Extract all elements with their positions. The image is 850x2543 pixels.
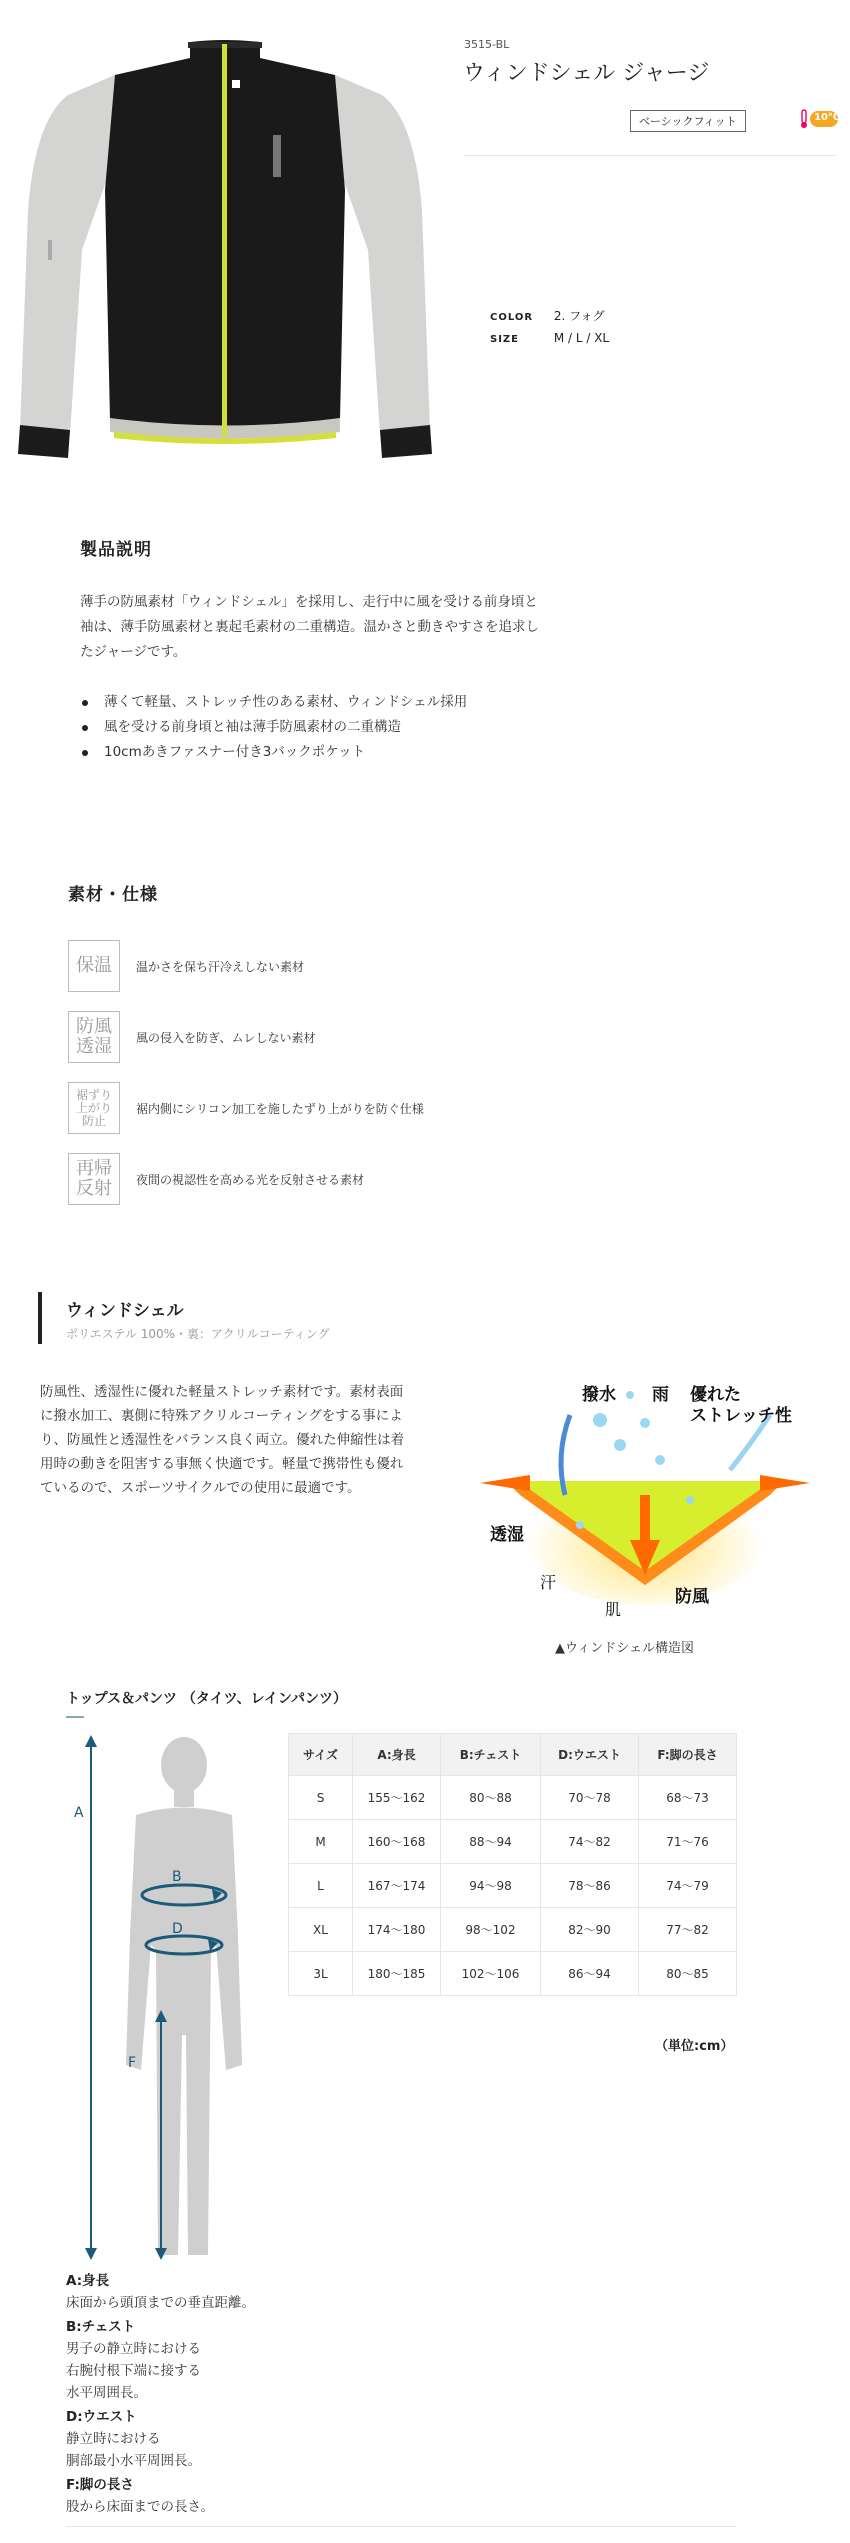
product-image bbox=[10, 40, 440, 470]
materials-title: 素材・仕様 bbox=[68, 885, 158, 905]
table-cell: 3L bbox=[289, 1952, 353, 1996]
legend-head: A:身長 bbox=[66, 2273, 110, 2289]
thermometer-icon bbox=[802, 110, 806, 123]
icon-line: 透湿 bbox=[76, 1036, 112, 1057]
feature-list bbox=[80, 690, 600, 765]
color-row bbox=[490, 307, 605, 324]
table-cell: 174〜180 bbox=[353, 1908, 441, 1952]
legend-head: D:ウエスト bbox=[66, 2409, 137, 2425]
icon-line: 上がり bbox=[75, 1100, 112, 1115]
material-item bbox=[68, 1082, 424, 1134]
icon-line: 再帰 bbox=[76, 1158, 112, 1179]
legend-line: 静立時における bbox=[66, 2431, 161, 2447]
windshell-subtitle: ポリエステル 100%・裏：アクリルコーティング bbox=[66, 1327, 330, 1341]
label-cold-wind: 冷風 bbox=[680, 1458, 713, 1477]
table-cell: 78〜86 bbox=[541, 1864, 639, 1908]
material-text: 温かさを保ち汗冷えしない素材 bbox=[136, 959, 305, 974]
divider bbox=[66, 1716, 84, 1718]
table-cell: 94〜98 bbox=[441, 1864, 541, 1908]
table-cell: 82〜90 bbox=[541, 1908, 639, 1952]
section-bar bbox=[38, 1292, 42, 1344]
windshell-line: に撥水加工、裏側に特殊アクリルコーティングをする事によ bbox=[40, 1408, 403, 1424]
description-line: 薄手の防風素材「ウィンドシェル」を採用し、走行中に風を受ける前身頃と bbox=[80, 594, 538, 610]
anti-slip-icon bbox=[68, 1082, 120, 1134]
material-text: 裾内側にシリコン加工を施したずり上がりを防ぐ仕様 bbox=[136, 1101, 424, 1116]
reflective-icon bbox=[68, 1153, 120, 1205]
windshell-line: り、防風性と透湿性をバランス良く両立。優れた伸縮性は着 bbox=[40, 1432, 405, 1448]
table-header: F:脚の長さ bbox=[639, 1734, 737, 1776]
material-item bbox=[68, 1011, 316, 1063]
table-cell: L bbox=[289, 1864, 353, 1908]
table-cell: 86〜94 bbox=[541, 1952, 639, 1996]
table-row bbox=[289, 1820, 737, 1864]
table-header: B:チェスト bbox=[441, 1734, 541, 1776]
table-row bbox=[289, 1776, 737, 1820]
legend-line: 水平周囲長。 bbox=[66, 2385, 147, 2401]
list-item: 薄くて軽量、ストレッチ性のある素材、ウィンドシェル採用 bbox=[80, 690, 600, 715]
temperature-badge bbox=[800, 108, 840, 134]
windshell-title: ウィンドシェル bbox=[66, 1301, 184, 1321]
table-cell: 167〜174 bbox=[353, 1864, 441, 1908]
label-skin: 肌 bbox=[605, 1600, 622, 1619]
description-title: 製品説明 bbox=[80, 540, 152, 560]
size-value: M / L / XL bbox=[553, 331, 610, 345]
table-cell: 160〜168 bbox=[353, 1820, 441, 1864]
product-code: 3515-BL bbox=[464, 38, 510, 51]
description-line: 袖は、薄手防風素材と裏起毛素材の二重構造。温かさと動きやすさを追求し bbox=[80, 619, 539, 635]
label-rain: 雨 bbox=[652, 1385, 669, 1405]
icon-line: 防止 bbox=[81, 1113, 106, 1128]
table-cell: 80〜88 bbox=[441, 1776, 541, 1820]
material-item bbox=[68, 1153, 364, 1205]
table-cell: 74〜82 bbox=[541, 1820, 639, 1864]
table-header: サイズ bbox=[289, 1734, 353, 1776]
legend-item bbox=[66, 2270, 366, 2314]
legend-head: F:脚の長さ bbox=[66, 2477, 134, 2493]
marker-a: A bbox=[74, 1805, 84, 1821]
windshell-line: ているので、スポーツサイクルでの使用に最適です。 bbox=[40, 1480, 361, 1496]
label-windproof: 防風 bbox=[675, 1587, 709, 1607]
table-row bbox=[289, 1908, 737, 1952]
fit-badge: ベーシックフィット bbox=[630, 110, 746, 132]
windshell-line: 防風性、透湿性に優れた軽量ストレッチ素材です。素材表面 bbox=[40, 1384, 404, 1400]
label-stretch-2: ストレッチ性 bbox=[690, 1406, 792, 1426]
table-cell: 180〜185 bbox=[353, 1952, 441, 1996]
table-row bbox=[289, 1952, 737, 1996]
label-sweat: 汗 bbox=[540, 1573, 557, 1592]
list-item: 風を受ける前身頃と袖は薄手防風素材の二重構造 bbox=[80, 715, 600, 740]
table-cell: 88〜94 bbox=[441, 1820, 541, 1864]
color-label: COLOR bbox=[490, 312, 534, 323]
temperature-label: 10℃ bbox=[814, 112, 841, 123]
icon-line: 反射 bbox=[76, 1178, 112, 1199]
table-cell: 70〜78 bbox=[541, 1776, 639, 1820]
icon-line: 防風 bbox=[76, 1016, 112, 1037]
size-label: SIZE bbox=[490, 334, 520, 345]
table-cell: XL bbox=[289, 1908, 353, 1952]
material-item bbox=[68, 940, 304, 992]
legend-item bbox=[66, 2406, 366, 2472]
table-cell: M bbox=[289, 1820, 353, 1864]
divider bbox=[464, 155, 836, 156]
material-text: 風の侵入を防ぎ、ムレしない素材 bbox=[136, 1030, 316, 1045]
marker-d: D bbox=[172, 1921, 183, 1937]
legend-line: 胴部最小水平周囲長。 bbox=[66, 2453, 201, 2469]
table-header: D:ウエスト bbox=[541, 1734, 639, 1776]
description-line: たジャージです。 bbox=[80, 644, 187, 660]
unit-note: （単位:cm） bbox=[655, 2039, 734, 2054]
label-water-repel: 撥水 bbox=[582, 1385, 616, 1405]
windshell-diagram bbox=[470, 1375, 820, 1665]
windshell-text bbox=[40, 1380, 420, 1500]
legend-line: 床面から頭頂までの垂直距離。 bbox=[66, 2295, 255, 2311]
legend-line: 股から床面までの長さ。 bbox=[66, 2499, 214, 2515]
table-cell: 77〜82 bbox=[639, 1908, 737, 1952]
insulation-icon: 保温 bbox=[68, 940, 120, 992]
color-value: 2. フォグ bbox=[553, 309, 605, 323]
size-section-title: トップス＆パンツ （タイツ、レインパンツ） bbox=[66, 1691, 347, 1707]
table-cell: 98〜102 bbox=[441, 1908, 541, 1952]
legend-head: B:チェスト bbox=[66, 2319, 136, 2335]
table-header: A:身長 bbox=[353, 1734, 441, 1776]
body-diagram bbox=[66, 1735, 266, 2265]
icon-line: 裾ずり bbox=[75, 1087, 112, 1102]
table-cell: 74〜79 bbox=[639, 1864, 737, 1908]
material-text: 夜間の視認性を高める光を反射させる素材 bbox=[136, 1172, 365, 1187]
diagram-caption: ▲ウィンドシェル構造図 bbox=[555, 1641, 694, 1656]
size-table bbox=[288, 1733, 737, 1996]
windproof-icon bbox=[68, 1011, 120, 1063]
table-cell: S bbox=[289, 1776, 353, 1820]
marker-b: B bbox=[172, 1869, 182, 1885]
list-item: 10cmあきファスナー付き3バックポケット bbox=[80, 740, 600, 765]
label-moisture: 透湿 bbox=[490, 1525, 524, 1545]
windshell-line: 用時の動きを阻害する事無く快適です。軽量で携帯性も優れ bbox=[40, 1456, 404, 1472]
size-row bbox=[490, 331, 609, 345]
table-cell: 102〜106 bbox=[441, 1952, 541, 1996]
table-cell: 68〜73 bbox=[639, 1776, 737, 1820]
legend-line: 男子の静立時における bbox=[66, 2341, 201, 2357]
product-title: ウィンドシェル ジャージ bbox=[463, 61, 710, 86]
description-text bbox=[80, 590, 600, 665]
table-row bbox=[289, 1864, 737, 1908]
divider bbox=[66, 2526, 736, 2527]
table-cell: 155〜162 bbox=[353, 1776, 441, 1820]
legend-item bbox=[66, 2316, 366, 2404]
marker-f: F bbox=[128, 2055, 137, 2071]
table-cell: 80〜85 bbox=[639, 1952, 737, 1996]
legend-item bbox=[66, 2474, 366, 2518]
label-stretch-1: 優れた bbox=[690, 1385, 741, 1405]
table-cell: 71〜76 bbox=[639, 1820, 737, 1864]
legend-line: 右腕付根下端に接する bbox=[66, 2363, 201, 2379]
